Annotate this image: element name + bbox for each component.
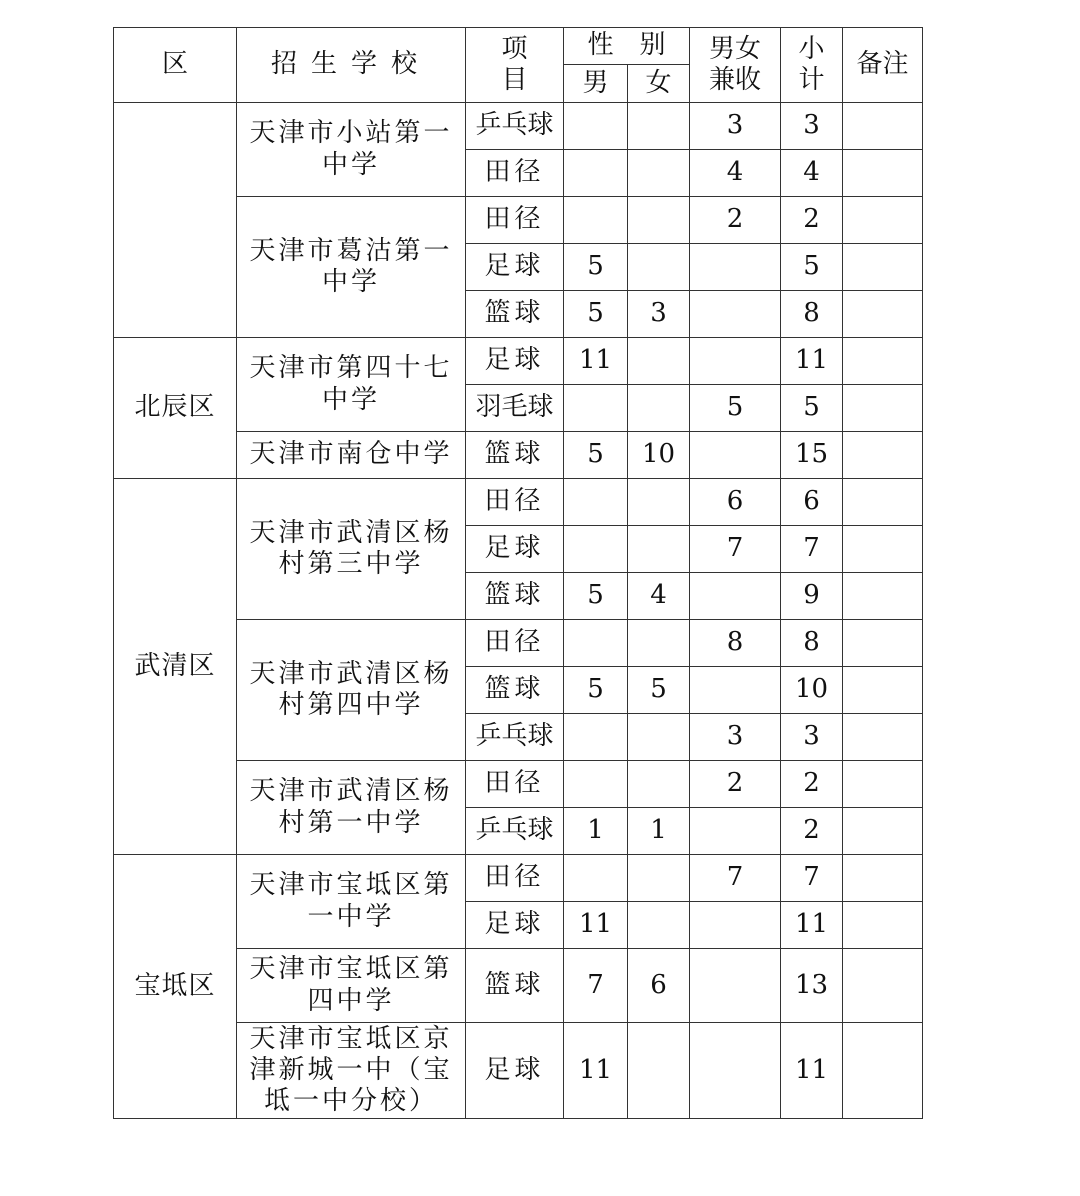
remarks-cell <box>843 761 923 808</box>
remarks-cell <box>843 103 923 150</box>
male-cell <box>564 479 628 526</box>
female-cell <box>628 855 690 902</box>
school-cell: 天津市小站第一中学 <box>237 103 466 197</box>
male-cell <box>564 855 628 902</box>
female-cell: 10 <box>628 432 690 479</box>
header-remarks: 备注 <box>843 28 923 103</box>
subtotal-cell: 11 <box>781 1023 843 1119</box>
subtotal-cell: 11 <box>781 902 843 949</box>
header-coed: 男女 兼收 <box>690 28 781 103</box>
female-cell <box>628 902 690 949</box>
header-district: 区 <box>114 28 237 103</box>
remarks-cell <box>843 573 923 620</box>
remarks-cell <box>843 526 923 573</box>
item-cell: 足球 <box>466 902 564 949</box>
coed-cell <box>690 667 781 714</box>
male-cell <box>564 385 628 432</box>
coed-cell: 7 <box>690 526 781 573</box>
header-gender: 性 别 <box>564 28 690 65</box>
coed-cell: 5 <box>690 385 781 432</box>
coed-cell <box>690 573 781 620</box>
subtotal-cell: 13 <box>781 949 843 1023</box>
header-female: 女 <box>628 65 690 103</box>
school-cell: 天津市武清区杨村第一中学 <box>237 761 466 855</box>
male-cell <box>564 761 628 808</box>
coed-cell <box>690 949 781 1023</box>
header-subtotal: 小 计 <box>781 28 843 103</box>
item-cell: 足球 <box>466 244 564 291</box>
male-cell: 7 <box>564 949 628 1023</box>
coed-cell: 4 <box>690 150 781 197</box>
male-cell: 5 <box>564 291 628 338</box>
school-cell: 天津市第四十七中学 <box>237 338 466 432</box>
item-cell: 篮球 <box>466 667 564 714</box>
remarks-cell <box>843 385 923 432</box>
enrollment-table <box>113 27 923 1119</box>
item-cell: 足球 <box>466 526 564 573</box>
subtotal-cell: 8 <box>781 291 843 338</box>
female-cell <box>628 338 690 385</box>
male-cell: 5 <box>564 244 628 291</box>
subtotal-cell: 2 <box>781 808 843 855</box>
subtotal-cell: 11 <box>781 338 843 385</box>
male-cell: 11 <box>564 338 628 385</box>
school-cell: 天津市宝坻区第四中学 <box>237 949 466 1023</box>
subtotal-cell: 3 <box>781 103 843 150</box>
school-cell: 天津市南仓中学 <box>237 432 466 479</box>
school-cell: 天津市宝坻区京津新城一中（宝坻一中分校） <box>237 1023 466 1119</box>
header-row <box>114 28 923 65</box>
remarks-cell <box>843 808 923 855</box>
item-cell: 羽毛球 <box>466 385 564 432</box>
item-cell: 田径 <box>466 620 564 667</box>
subtotal-cell: 5 <box>781 385 843 432</box>
female-cell <box>628 197 690 244</box>
coed-cell <box>690 902 781 949</box>
male-cell: 5 <box>564 573 628 620</box>
item-cell: 篮球 <box>466 573 564 620</box>
item-cell: 田径 <box>466 479 564 526</box>
district-cell: 北辰区 <box>114 338 237 479</box>
female-cell: 3 <box>628 291 690 338</box>
remarks-cell <box>843 714 923 761</box>
coed-cell: 2 <box>690 197 781 244</box>
remarks-cell <box>843 432 923 479</box>
subtotal-cell: 6 <box>781 479 843 526</box>
subtotal-cell: 10 <box>781 667 843 714</box>
school-cell: 天津市宝坻区第一中学 <box>237 855 466 949</box>
female-cell <box>628 620 690 667</box>
item-cell: 乒乓球 <box>466 103 564 150</box>
coed-cell: 8 <box>690 620 781 667</box>
coed-cell <box>690 244 781 291</box>
coed-cell <box>690 291 781 338</box>
subtotal-cell: 2 <box>781 197 843 244</box>
female-cell <box>628 1023 690 1119</box>
subtotal-cell: 8 <box>781 620 843 667</box>
item-cell: 田径 <box>466 197 564 244</box>
coed-cell: 7 <box>690 855 781 902</box>
female-cell <box>628 761 690 808</box>
female-cell <box>628 103 690 150</box>
item-cell: 篮球 <box>466 291 564 338</box>
coed-cell: 6 <box>690 479 781 526</box>
item-cell: 足球 <box>466 1023 564 1119</box>
female-cell: 4 <box>628 573 690 620</box>
female-cell <box>628 714 690 761</box>
coed-cell <box>690 1023 781 1119</box>
female-cell <box>628 385 690 432</box>
female-cell: 1 <box>628 808 690 855</box>
male-cell <box>564 620 628 667</box>
remarks-cell <box>843 902 923 949</box>
coed-cell <box>690 338 781 385</box>
item-cell: 足球 <box>466 338 564 385</box>
table-row <box>114 855 923 902</box>
header-school: 招生学校 <box>237 28 466 103</box>
female-cell <box>628 150 690 197</box>
female-cell <box>628 479 690 526</box>
male-cell: 5 <box>564 432 628 479</box>
female-cell <box>628 526 690 573</box>
male-cell: 11 <box>564 1023 628 1119</box>
item-cell: 篮球 <box>466 432 564 479</box>
remarks-cell <box>843 667 923 714</box>
remarks-cell <box>843 244 923 291</box>
subtotal-cell: 2 <box>781 761 843 808</box>
female-cell <box>628 244 690 291</box>
remarks-cell <box>843 949 923 1023</box>
subtotal-cell: 7 <box>781 855 843 902</box>
male-cell: 11 <box>564 902 628 949</box>
remarks-cell <box>843 855 923 902</box>
subtotal-cell: 15 <box>781 432 843 479</box>
item-cell: 篮球 <box>466 949 564 1023</box>
coed-cell: 3 <box>690 103 781 150</box>
school-cell: 天津市武清区杨村第三中学 <box>237 479 466 620</box>
item-cell: 乒乓球 <box>466 808 564 855</box>
subtotal-cell: 5 <box>781 244 843 291</box>
coed-cell <box>690 432 781 479</box>
table-row <box>114 103 923 150</box>
district-cell: 宝坻区 <box>114 855 237 1119</box>
item-cell: 乒乓球 <box>466 714 564 761</box>
coed-cell: 2 <box>690 761 781 808</box>
remarks-cell <box>843 479 923 526</box>
subtotal-cell: 3 <box>781 714 843 761</box>
male-cell <box>564 150 628 197</box>
male-cell <box>564 197 628 244</box>
remarks-cell <box>843 338 923 385</box>
item-cell: 田径 <box>466 150 564 197</box>
table-row <box>114 479 923 526</box>
subtotal-cell: 9 <box>781 573 843 620</box>
remarks-cell <box>843 1023 923 1119</box>
table-row <box>114 338 923 385</box>
male-cell <box>564 526 628 573</box>
male-cell <box>564 103 628 150</box>
item-cell: 田径 <box>466 855 564 902</box>
district-cell <box>114 103 237 338</box>
header-male: 男 <box>564 65 628 103</box>
coed-cell: 3 <box>690 714 781 761</box>
subtotal-cell: 7 <box>781 526 843 573</box>
school-cell: 天津市武清区杨村第四中学 <box>237 620 466 761</box>
remarks-cell <box>843 197 923 244</box>
female-cell: 6 <box>628 949 690 1023</box>
female-cell: 5 <box>628 667 690 714</box>
remarks-cell <box>843 150 923 197</box>
subtotal-cell: 4 <box>781 150 843 197</box>
school-cell: 天津市葛沽第一中学 <box>237 197 466 338</box>
coed-cell <box>690 808 781 855</box>
item-cell: 田径 <box>466 761 564 808</box>
header-item: 项 目 <box>466 28 564 103</box>
male-cell: 5 <box>564 667 628 714</box>
district-cell: 武清区 <box>114 479 237 855</box>
male-cell <box>564 714 628 761</box>
remarks-cell <box>843 620 923 667</box>
remarks-cell <box>843 291 923 338</box>
male-cell: 1 <box>564 808 628 855</box>
